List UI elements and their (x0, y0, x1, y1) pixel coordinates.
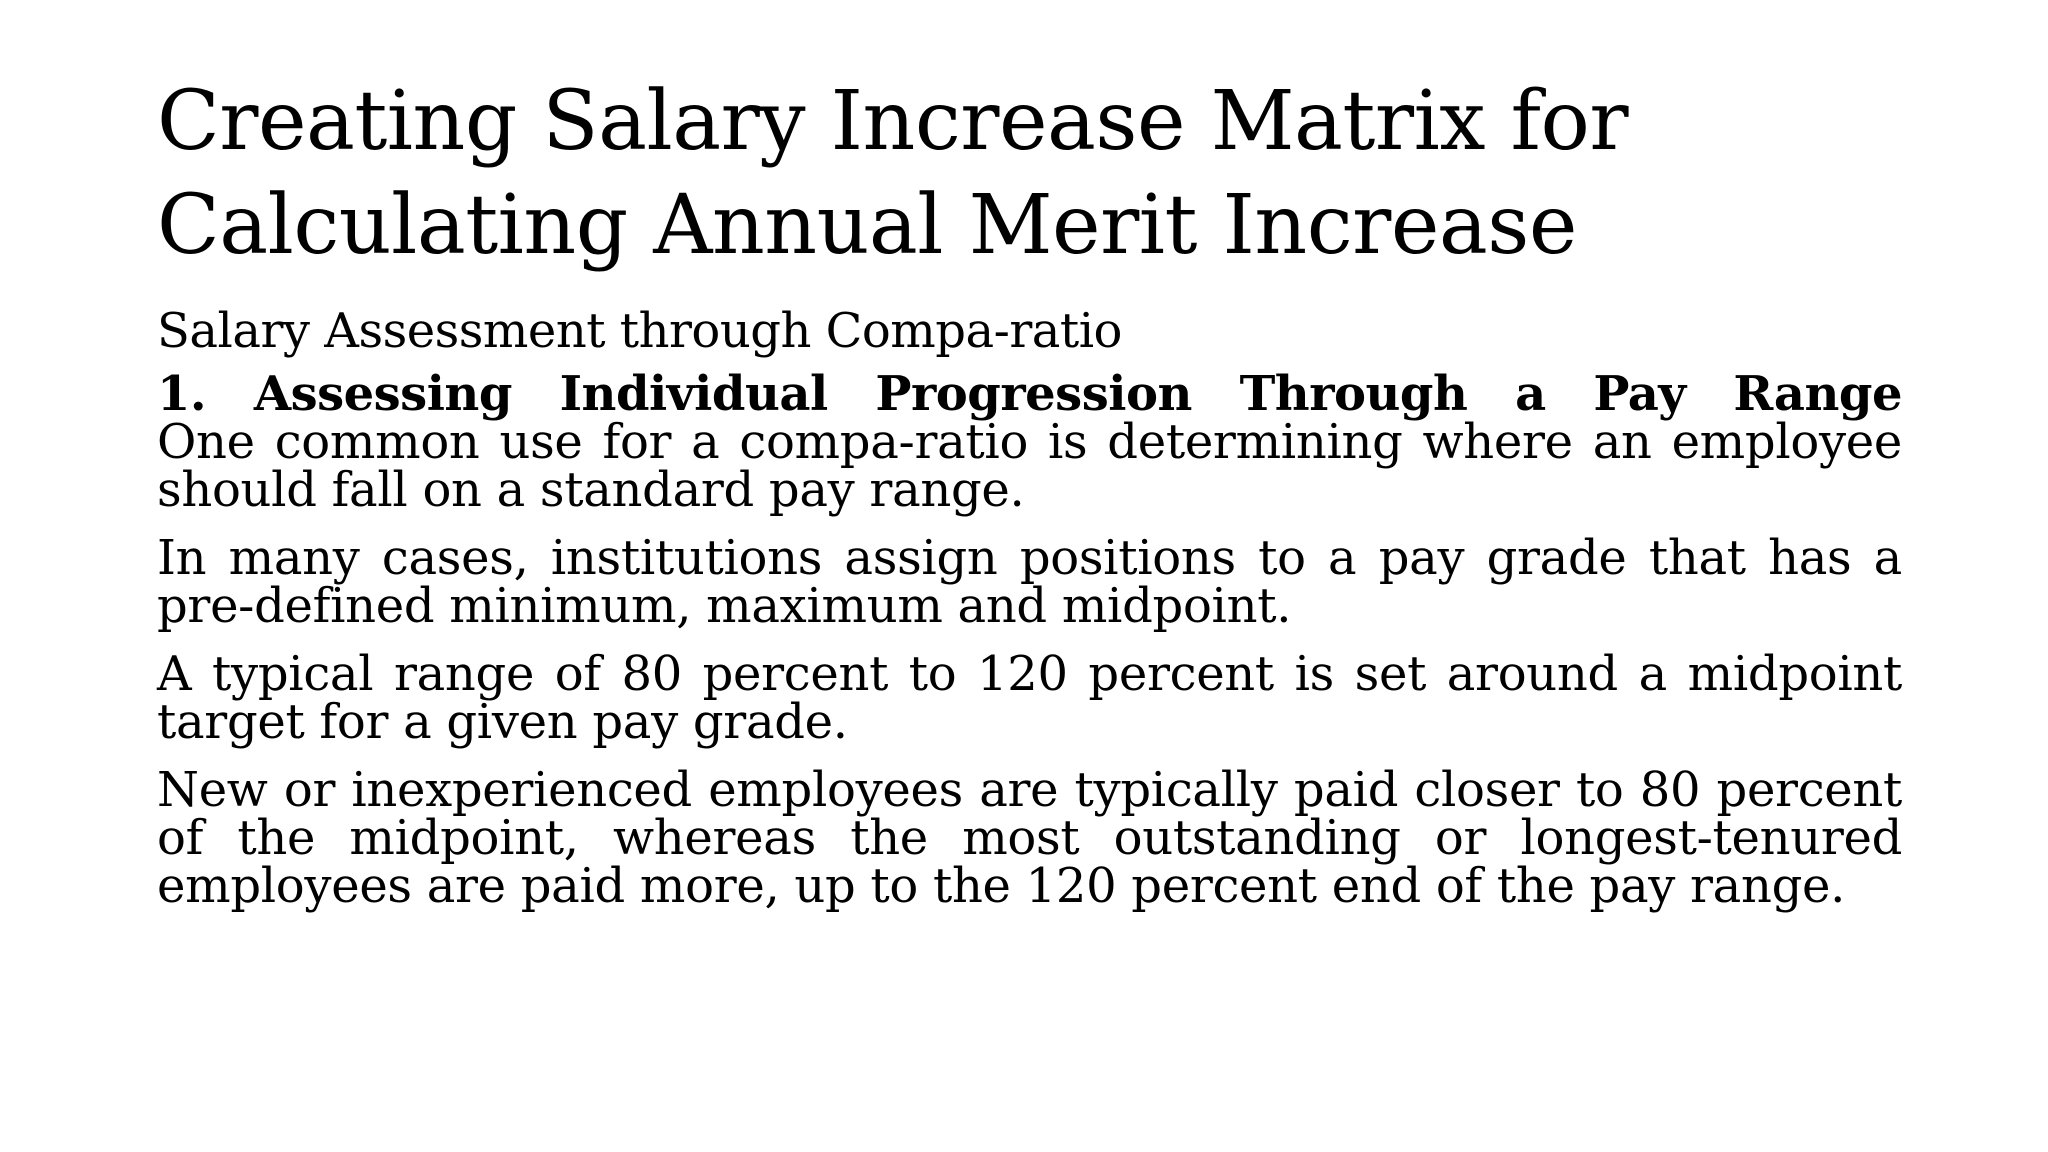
slide-title-line-1: Creating Salary Increase Matrix for (157, 74, 1629, 169)
body-paragraph-1: One common use for a compa-ratio is determining where an employee should fall on a standard pay range. (157, 414, 1902, 518)
body-paragraph-4: New or inexperienced employees are typically paid closer to 80 percent of the midpoint, whereas the most outstanding or longest-tenured employees are paid more, up to the 120 percent end of the pay range. (157, 762, 1902, 914)
slide-title-line-2: Calculating Annual Merit Increase (157, 178, 1577, 273)
slide-title (157, 70, 1917, 278)
section-block (157, 366, 1902, 518)
body-paragraph-3: A typical range of 80 percent to 120 percent is set around a midpoint target for a given pay grade. (157, 646, 1902, 750)
slide-subtitle: Salary Assessment through Compa-ratio (157, 303, 1122, 359)
slide-body (157, 300, 1902, 930)
body-paragraph-2: In many cases, institutions assign positions to a pay grade that has a pre-defined minimum, maximum and midpoint. (157, 530, 1902, 634)
section-heading: 1. Assessing Individual Progression Through a Pay Range (157, 366, 1902, 422)
